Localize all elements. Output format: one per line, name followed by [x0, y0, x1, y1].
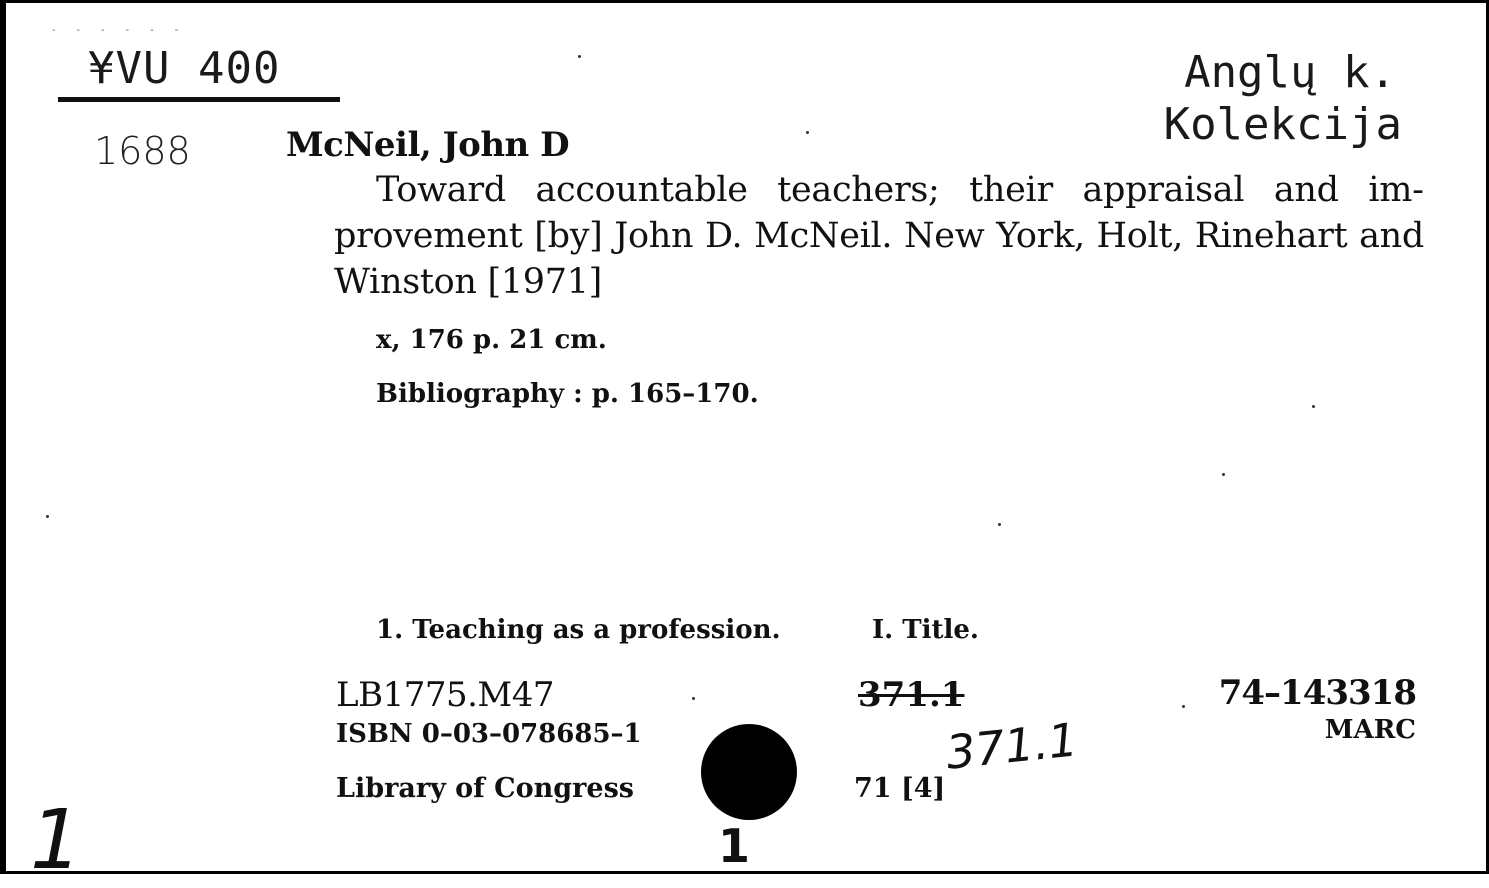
- title-tracing: I. Title.: [872, 615, 979, 645]
- library-name: Library of Congress: [336, 773, 634, 804]
- print-code: 71 [4]: [854, 773, 946, 804]
- punch-hole: [701, 724, 797, 820]
- accession-number: 1688: [94, 129, 191, 173]
- speck: [1222, 473, 1225, 476]
- handwritten-bottom-mark: 1: [718, 819, 751, 873]
- speck: [692, 697, 695, 700]
- isbn: ISBN 0–03–078685–1: [336, 719, 642, 749]
- marc-label: MARC: [1324, 715, 1416, 745]
- lc-classification: LB1775.M47: [336, 675, 554, 715]
- decorative-specks: - - - - - -: [52, 25, 188, 36]
- speck: [1182, 705, 1185, 708]
- collection-label: Anglų k.: [1184, 47, 1396, 98]
- lccn: 74–143318: [1218, 673, 1416, 713]
- author-heading: McNeil, John D: [286, 125, 570, 165]
- dewey-number-struck: 371.1: [858, 675, 965, 715]
- handwritten-corner-mark: 1: [30, 793, 83, 888]
- speck: [46, 515, 49, 518]
- dewey-number-handwritten: 371.1: [943, 712, 1081, 780]
- speck: [1312, 405, 1315, 408]
- subject-tracing: 1. Teaching as a profession.: [376, 615, 781, 645]
- call-number: ¥VU 400: [88, 43, 281, 94]
- speck: [806, 131, 809, 134]
- collation: x, 176 p. 21 cm.: [376, 325, 607, 355]
- speck: [578, 55, 581, 58]
- speck: [998, 523, 1001, 526]
- collection-name: Kolekcija: [1163, 99, 1402, 150]
- call-number-underline: [58, 97, 340, 102]
- bibliography-note: Bibliography : p. 165–170.: [376, 379, 759, 409]
- title-statement: Toward accountable teachers; their appraisal and improvement [by] John D. McNeil. New York, Holt, Rinehart and Winston [1971]: [334, 170, 1424, 302]
